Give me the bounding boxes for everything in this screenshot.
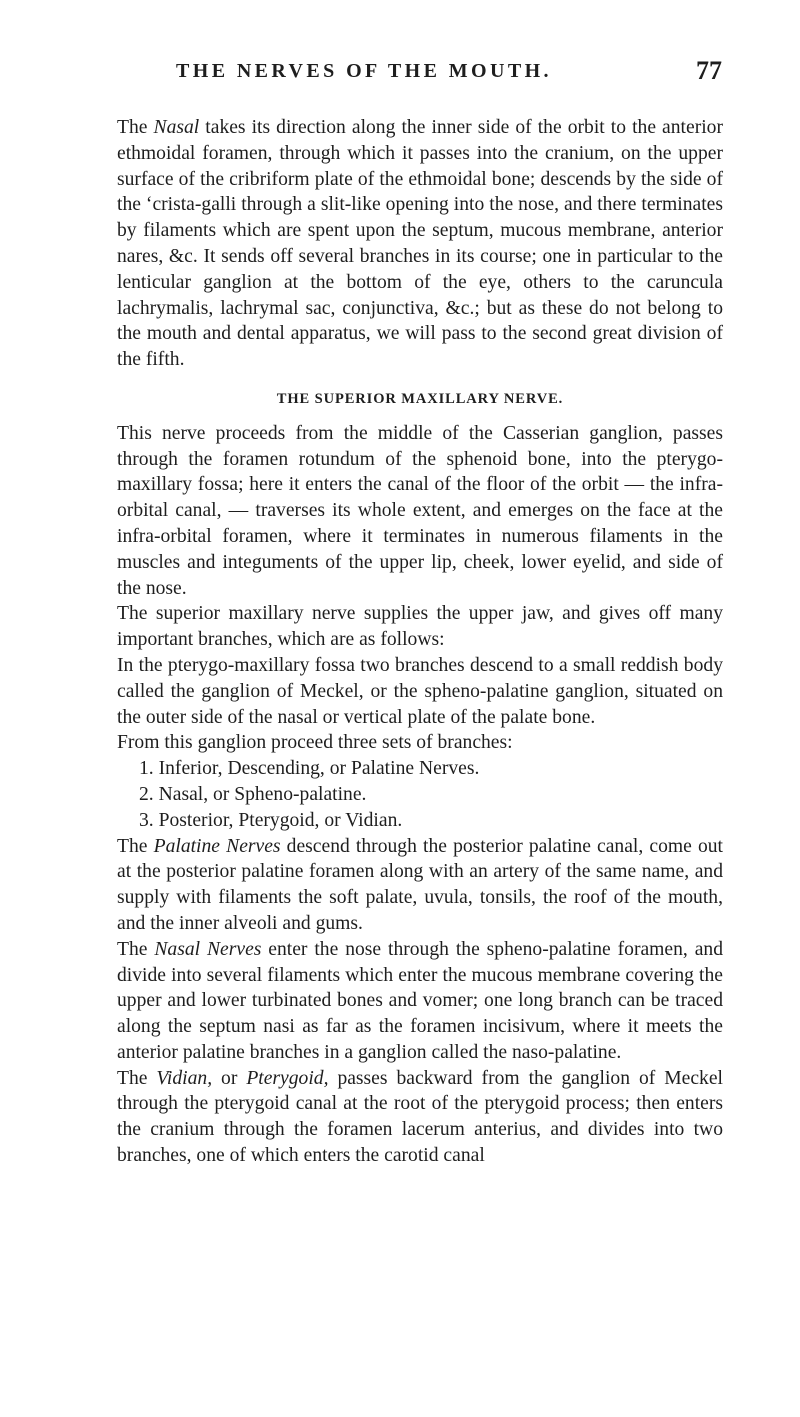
paragraph-vidian: The Vidian, or Pterygoid, passes backward from the ganglion of Meckel through the pterygoid canal at the root of the pterygoid process; then enters the cranium through the foramen lacerum anterius, and divides into two branches, one of which enters the carotid canal [117, 1067, 723, 1167]
section-heading: THE SUPERIOR MAXILLARY NERVE. [276, 390, 564, 407]
list-item: 1. Inferior, Descending, or Palatine Nerves. [139, 758, 480, 780]
paragraph-meckel-ganglion: In the pterygo-maxillary fossa two branches descend to a small reddish body called the ganglion of Meckel, or the spheno-palatine ganglion, situated on the outer side of the nasal or vertical plate of the palate bone. [117, 654, 723, 728]
running-header [118, 56, 722, 86]
paragraph-upper-jaw: The superior maxillary nerve supplies the upper jaw, and gives off many important branches, which are as follows: [117, 603, 723, 651]
term-vidian: Vidian, [156, 1067, 213, 1089]
paragraph-superior-maxillary: This nerve proceeds from the middle of the Casserian ganglion, passes through the foramen rotundum of the sphenoid bone, into the pterygo-maxillary fossa; here it enters the canal of the floor of the orbit — the infra-orbital canal, — traverses its whole extent, and emerges on the face at the infra-orbital foramen, where it terminates in numerous filaments in the muscles and integuments of the upper lip, cheek, lower eyelid, and side of the nose. [117, 422, 723, 599]
list-item: 2. Nasal, or Spheno-palatine. [139, 783, 367, 805]
list-item: 3. Posterior, Pterygoid, or Vidian. [139, 809, 403, 831]
term-pterygoid: Pterygoid, [246, 1067, 329, 1089]
paragraph-branches-intro: From this ganglion proceed three sets of branches: [117, 732, 513, 754]
paragraph-nasal-nerves: The Nasal Nerves enter the nose through the spheno-palatine foramen, and divide into several filaments which enter the mucous membrane covering the upper and lower turbinated bones and vomer; one long branch can be traced along the septum nasi as far as the foramen incisivum, where it meets the anterior palatine branches in a ganglion called the naso-palatine. [117, 938, 723, 1063]
page-number: 77 [696, 56, 722, 85]
body-text [117, 115, 723, 1169]
term-nasal-nerves: Nasal Nerves [154, 938, 262, 960]
term-nasal: Nasal [153, 117, 200, 138]
running-title: THE NERVES OF THE MOUTH. [176, 60, 552, 82]
paragraph-nasal: The Nasal takes its direction along the inner side of the orbit to the anterior ethmoidal foramen, through which it passes into the cranium, on the upper surface of the cribriform plate of the ethmoidal bone; descends by the side of the ‘crista-galli through a slit-like opening into the nose, and there terminates by filaments which are spent upon the septum, mucous membrane, anterior nares, &c. It sends off several branches in its course; one in particular to the lenticular ganglion at the bottom of the eye, others to the caruncula lachrymalis, lachrymal sac, conjunctiva, &c.; but as these do not belong to the mouth and dental apparatus, we will pass to the second great division of the fifth. [117, 117, 723, 371]
paragraph-palatine-nerves: The Palatine Nerves descend through the posterior palatine canal, come out at the posterior palatine foramen along with an artery of the same name, and supply with filaments the soft palate, uvula, tonsils, the roof of the mouth, and the inner alveoli and gums. [117, 835, 723, 934]
term-palatine-nerves: Palatine Nerves [153, 835, 281, 857]
